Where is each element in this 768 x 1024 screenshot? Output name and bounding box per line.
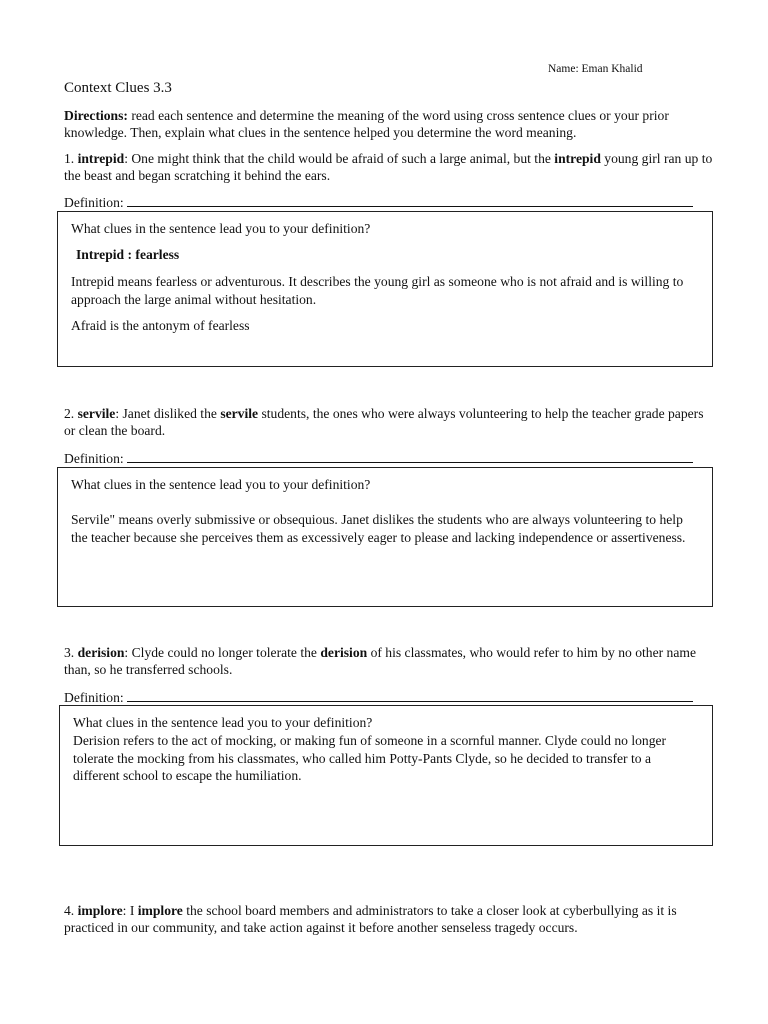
answer-paragraph: Derision refers to the act of mocking, or making fun of someone in a scornful manner. Clyde could no longer tolerate the mocking from his classmates, who called him Potty-Pants Clyde, so he decided to transfer to a different school to escape the humiliation.	[73, 733, 667, 783]
vocab-word-inline: intrepid	[554, 151, 601, 166]
question-text: : I	[122, 903, 138, 918]
question-number: 1.	[64, 151, 78, 166]
definition-label: Definition:	[64, 451, 124, 466]
answer-box-2[interactable]	[57, 467, 713, 607]
question-text: students, the ones who were always volunteering to help the teacher grade papers or clean the board.	[64, 406, 704, 438]
answer-box-1[interactable]	[57, 211, 713, 367]
question-number: 2.	[64, 406, 78, 421]
question-text: : Janet disliked the	[115, 406, 221, 421]
vocab-word: derision	[77, 645, 125, 660]
box-prompt: What clues in the sentence lead you to your definition?	[73, 715, 373, 730]
definition-label: Definition:	[64, 195, 124, 210]
directions-label: Directions:	[64, 108, 128, 123]
definition-line-2[interactable]	[64, 449, 704, 467]
question-4	[64, 902, 716, 936]
answer-paragraph: Afraid is the antonym of fearless	[71, 318, 250, 333]
question-text: young girl ran up to the beast and began scratching it behind the ears.	[64, 151, 713, 183]
definition-line-3[interactable]	[64, 688, 704, 706]
definition-blank[interactable]	[127, 193, 693, 207]
box-prompt: What clues in the sentence lead you to your definition?	[71, 477, 371, 492]
answer-paragraph: Intrepid means fearless or adventurous. It describes the young girl as someone who is not afraid and is willing to approach the large animal without hesitation.	[71, 274, 684, 307]
question-number: 4.	[64, 903, 78, 918]
definition-blank[interactable]	[127, 688, 693, 702]
vocab-word-inline: implore	[137, 903, 183, 918]
question-3	[64, 644, 716, 678]
question-text: : Clyde could no longer tolerate the	[124, 645, 321, 660]
box-prompt: What clues in the sentence lead you to your definition?	[71, 221, 371, 236]
question-number: 3.	[64, 645, 78, 660]
page-title: Context Clues 3.3	[64, 80, 172, 96]
answer-paragraph: Servile" means overly submissive or obsequious. Janet dislikes the students who are always volunteering to help the teacher because she perceives them as excessively eager to please and lacking independence or assertiveness.	[71, 512, 686, 545]
directions-text: read each sentence and determine the meaning of the word using cross sentence clues or your prior knowledge. Then, explain what clues in the sentence helped you determine the word meaning.	[64, 108, 669, 140]
definition-label: Definition:	[64, 690, 124, 705]
question-1	[64, 150, 716, 184]
vocab-word-inline: servile	[220, 406, 259, 421]
vocab-word: implore	[77, 903, 123, 918]
answer-heading: Intrepid : fearless	[76, 247, 180, 262]
vocab-word: servile	[77, 406, 116, 421]
question-2	[64, 405, 716, 439]
answer-box-3[interactable]	[59, 705, 713, 846]
student-name: Name: Eman Khalid	[548, 63, 643, 75]
directions	[64, 107, 716, 141]
definition-blank[interactable]	[127, 449, 693, 463]
question-text: : One might think that the child would be afraid of such a large animal, but the	[124, 151, 555, 166]
vocab-word-inline: derision	[320, 645, 368, 660]
question-text: of his classmates, who would refer to him by no other name than, so he transferred schools.	[64, 645, 696, 677]
vocab-word: intrepid	[77, 151, 125, 166]
question-text: the school board members and administrators to take a closer look at cyberbullying as it is practiced in our community, and take action against it before another senseless tragedy occurs.	[64, 903, 677, 935]
definition-line-1[interactable]	[64, 193, 704, 211]
